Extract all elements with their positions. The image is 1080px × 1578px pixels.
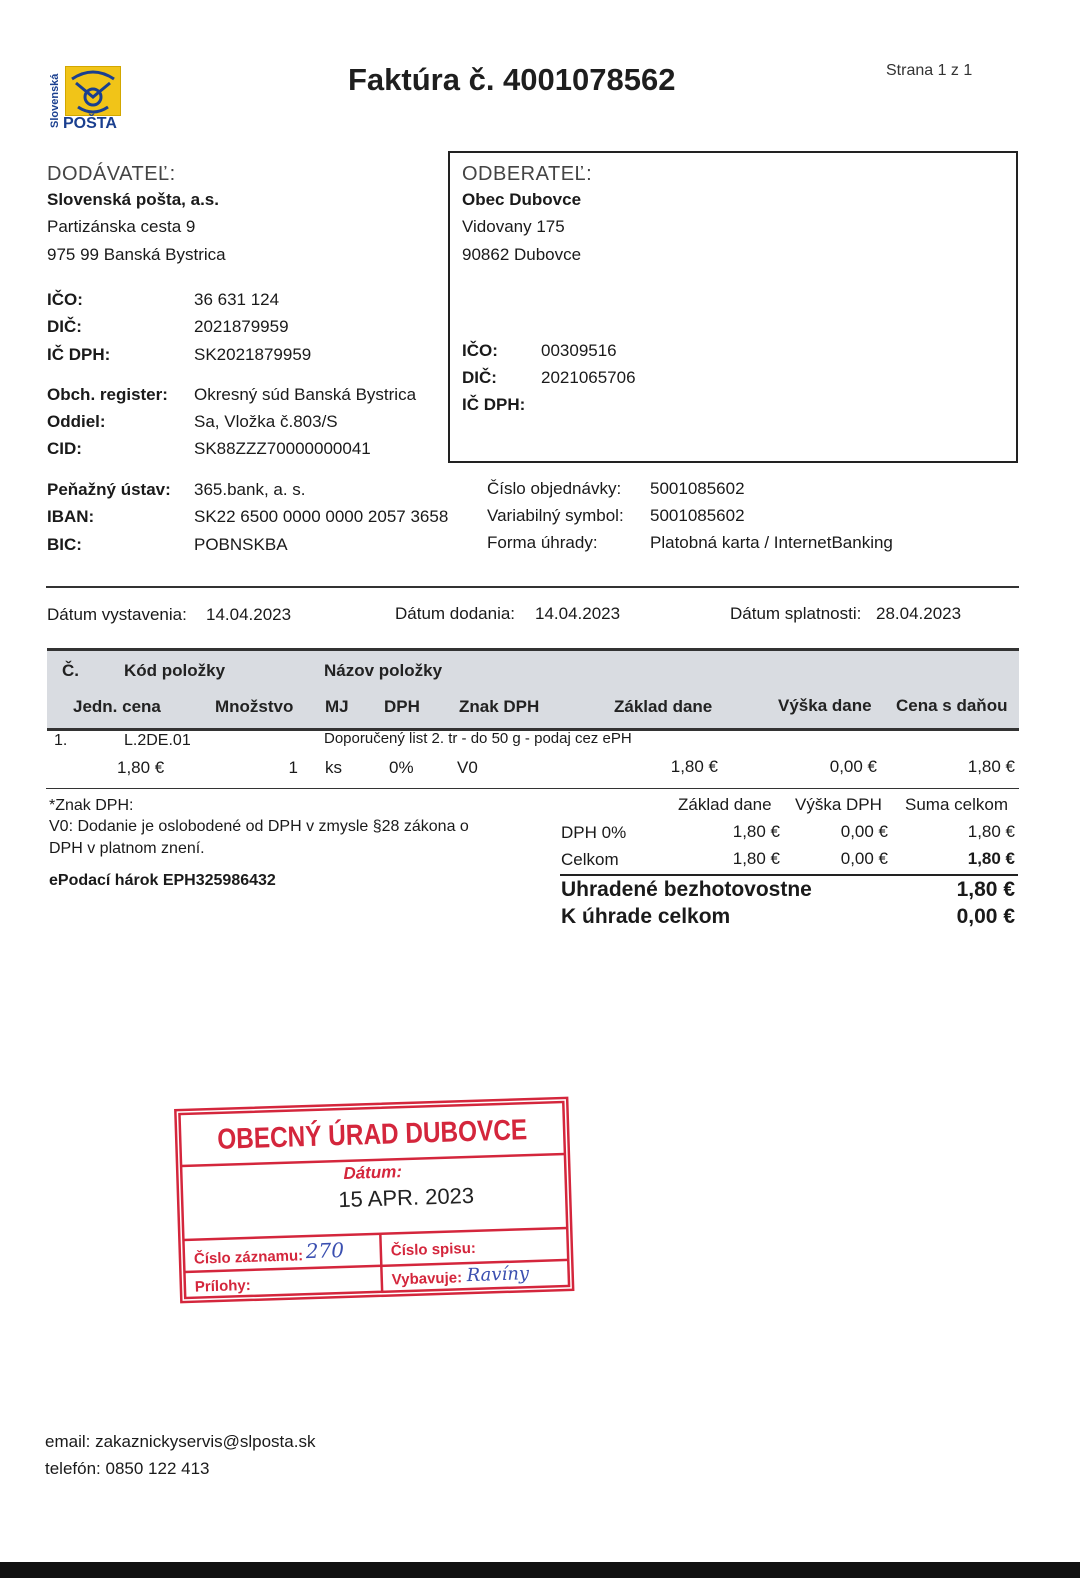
vat-note-line2: DPH v platnom znení.	[49, 840, 205, 857]
stamp-file-label: Číslo spisu:	[390, 1239, 477, 1260]
item-vat: 0%	[389, 758, 414, 777]
issue-date-value: 14.04.2023	[206, 605, 292, 624]
variable-symbol-value: 5001085602	[650, 506, 745, 525]
svg-text:Slovenská: Slovenská	[49, 73, 61, 128]
due-total-label: K úhrade celkom	[561, 905, 731, 928]
customer-dic-label: DIČ:	[462, 368, 497, 387]
supplier-register-value: Okresný súd Banská Bystrica	[194, 385, 417, 404]
summary-total-tax: 0,00 €	[840, 849, 888, 868]
registry-stamp	[171, 1080, 577, 1304]
customer-dic-value: 2021065706	[541, 368, 636, 387]
summary-total-sum: 1,80 €	[967, 849, 1015, 868]
customer-icdph-label: IČ DPH:	[462, 395, 526, 414]
divider	[46, 586, 1019, 588]
stamp-handler-signature: Ravíny	[466, 1263, 530, 1287]
col-unit-price: Jedn. cena	[73, 697, 161, 716]
supplier-section-value: Sa, Vložka č.803/S	[194, 412, 338, 431]
customer-heading: ODBERATEĽ:	[462, 163, 593, 185]
footer-email: email: zakaznickyservis@slposta.sk	[45, 1432, 316, 1451]
bank-value: 365.bank, a. s.	[194, 480, 306, 499]
summary-divider	[560, 874, 1018, 876]
supplier-street: Partizánska cesta 9	[47, 217, 196, 236]
customer-ico-label: IČO:	[462, 341, 498, 360]
delivery-date-label: Dátum dodania:	[395, 604, 516, 623]
order-number-label: Číslo objednávky:	[487, 479, 622, 498]
stamp-attachments-label: Prílohy:	[194, 1276, 251, 1296]
col-vat: DPH	[384, 697, 420, 716]
stamp-date: 15 APR. 2023	[337, 1182, 475, 1213]
vat-note-line1: V0: Dodanie je oslobodené od DPH v zmysle §28 zákona o	[49, 818, 469, 835]
supplier-ico-value: 36 631 124	[194, 290, 280, 309]
col-mj: MJ	[325, 697, 349, 716]
col-qty: Množstvo	[215, 697, 294, 716]
bic-value: POBNSKBA	[194, 535, 288, 554]
item-name: Doporučený list 2. tr - do 50 g - podaj cez ePH	[324, 730, 632, 747]
due-total-value: 0,00 €	[956, 905, 1015, 928]
supplier-section-label: Oddiel:	[47, 412, 106, 431]
footer-phone: telefón: 0850 122 413	[45, 1459, 210, 1478]
bic-label: BIC:	[47, 535, 82, 554]
bottom-scan-edge	[0, 1562, 1080, 1578]
summary-row-tax: 0,00 €	[840, 822, 888, 841]
supplier-icdph-value: SK2021879959	[194, 345, 312, 364]
item-qty: 1	[288, 758, 298, 777]
vat-note-title: *Znak DPH:	[49, 797, 134, 814]
delivery-date-value: 14.04.2023	[535, 604, 621, 623]
item-mj: ks	[325, 758, 342, 777]
iban-label: IBAN:	[47, 507, 95, 526]
supplier-icdph-label: IČ DPH:	[47, 345, 111, 364]
customer-name: Obec Dubovce	[462, 190, 582, 209]
customer-city: 90862 Dubovce	[462, 245, 582, 264]
bank-label: Peňažný ústav:	[47, 480, 171, 499]
supplier-dic-value: 2021879959	[194, 317, 289, 336]
stamp-date-label: Dátum:	[343, 1162, 403, 1183]
paid-value: 1,80 €	[956, 878, 1015, 901]
summary-total-base: 1,80 €	[732, 849, 780, 868]
summary-col-base: Základ dane	[678, 795, 772, 814]
stamp-handler-label: Vybavuje:	[391, 1269, 463, 1289]
supplier-ico-label: IČO:	[47, 290, 83, 309]
col-total: Cena s daňou	[896, 696, 1008, 715]
supplier-name: Slovenská pošta, a.s.	[47, 190, 219, 209]
stamp-title: OBECNÝ ÚRAD DUBOVCE	[216, 1112, 578, 1156]
payment-method-label: Forma úhrady:	[487, 533, 598, 552]
supplier-dic-label: DIČ:	[47, 317, 82, 336]
supplier-register-label: Obch. register:	[47, 385, 168, 404]
logo-vertical-text	[44, 66, 62, 130]
supplier-heading: DODÁVATEĽ:	[47, 163, 176, 185]
item-code: L.2DE.01	[124, 732, 191, 749]
item-total: 1,80 €	[967, 757, 1015, 776]
due-date-label: Dátum splatnosti:	[730, 604, 862, 623]
summary-total-label: Celkom	[561, 850, 619, 869]
col-vat-code: Znak DPH	[459, 697, 540, 716]
item-base: 1,80 €	[670, 757, 718, 776]
item-no: 1.	[54, 732, 68, 749]
supplier-cid-label: CID:	[47, 439, 82, 458]
col-name: Názov položky	[324, 661, 443, 680]
item-tax: 0,00 €	[829, 757, 877, 776]
summary-row-sum: 1,80 €	[967, 822, 1015, 841]
summary-col-tax: Výška DPH	[795, 795, 882, 814]
supplier-cid-value: SK88ZZZ70000000041	[194, 439, 371, 458]
order-number-value: 5001085602	[650, 479, 745, 498]
stamp-record-label: Číslo záznamu:	[193, 1247, 304, 1268]
col-no: Č.	[62, 661, 79, 680]
page-indicator: Strana 1 z 1	[886, 62, 973, 79]
due-date-value: 28.04.2023	[876, 604, 962, 623]
invoice-title: Faktúra č. 4001078562	[348, 62, 676, 97]
table-bottom-line	[46, 788, 1019, 789]
stamp-record-handwritten: 270	[305, 1237, 345, 1264]
customer-ico-value: 00309516	[541, 341, 617, 360]
supplier-city: 975 99 Banská Bystrica	[47, 245, 226, 264]
col-base: Základ dane	[614, 697, 713, 716]
summary-row-base: 1,80 €	[732, 822, 780, 841]
payment-method-value: Platobná karta / InternetBanking	[650, 533, 893, 552]
col-code: Kód položky	[124, 661, 226, 680]
summary-col-sum: Suma celkom	[905, 795, 1008, 814]
logo-posta-text: POŠTA	[63, 115, 117, 132]
posta-logo-icon	[65, 66, 121, 116]
item-vat-code: V0	[457, 758, 478, 777]
col-tax: Výška dane	[778, 696, 872, 715]
issue-date-label: Dátum vystavenia:	[47, 605, 187, 624]
epodaci-sheet: ePodací hárok EPH325986432	[49, 872, 276, 889]
item-unit-price: 1,80 €	[117, 758, 165, 777]
customer-street: Vidovany 175	[462, 217, 565, 236]
summary-row-label: DPH 0%	[561, 823, 627, 842]
paid-label: Uhradené bezhotovostne	[561, 878, 812, 901]
iban-value: SK22 6500 0000 0000 2057 3658	[194, 507, 449, 526]
variable-symbol-label: Variabilný symbol:	[487, 506, 624, 525]
